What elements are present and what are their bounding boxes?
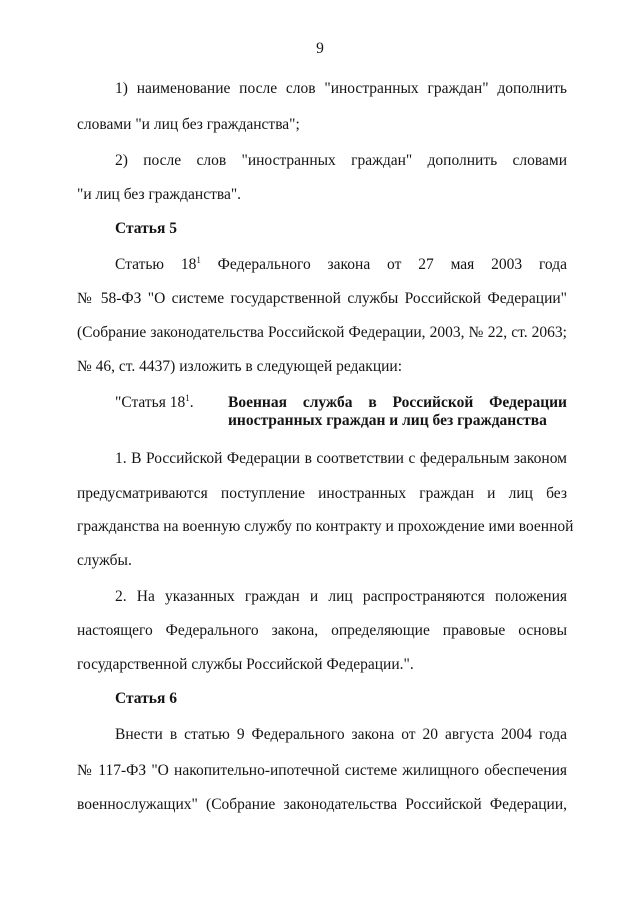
article5-p1-line3: гражданства на военную службу по контракту и прохождение ими военной [77, 518, 574, 535]
page-number: 9 [316, 40, 324, 57]
quoted-label-sup: 1 [185, 393, 190, 403]
quoted-article-label [115, 394, 194, 412]
article5-p1-line1: 1. В Российской Федерации в соответствии с федеральным законом [115, 450, 567, 467]
article5-line2: № 58-ФЗ "О системе государственной службы Российской Федерации" [77, 290, 567, 307]
article5-line1 [115, 256, 567, 274]
article5-p2-line3: государственной службы Российской Федерации.". [77, 656, 414, 673]
article5-line1-sup: 1 [196, 255, 201, 265]
article5-p1-line2: предусматриваются поступление иностранных граждан и лиц без [77, 485, 567, 502]
item2-line1: 2) после слов "иностранных граждан" дополнить словами [115, 152, 567, 169]
article6-heading: Статья 6 [115, 690, 177, 707]
item1-line2: словами "и лиц без гражданства"; [77, 116, 300, 133]
article5-line1-rest: Федерального закона от 27 мая 2003 года [200, 256, 568, 273]
quoted-label-text: "Статья 18 [115, 394, 186, 411]
article5-p2-line1: 2. На указанных граждан и лиц распространяются положения [115, 588, 567, 605]
quoted-label-end: . [189, 394, 194, 411]
article5-line3: (Собрание законодательства Российской Федерации, 2003, № 22, ст. 2063; [77, 324, 567, 341]
item1-line1: 1) наименование после слов "иностранных граждан" дополнить [115, 80, 567, 97]
quoted-article-title-line1: Военная служба в Российской Федерации [228, 394, 567, 411]
item2-line2: "и лиц без гражданства". [77, 186, 242, 203]
article5-heading: Статья 5 [115, 220, 177, 237]
article5-line1-prefix: Статью 18 [115, 256, 197, 273]
article6-line1: Внести в статью 9 Федерального закона от 20 августа 2004 года [115, 726, 567, 743]
article6-line3: военнослужащих" (Собрание законодательства Российской Федерации, [77, 796, 567, 813]
article5-p2-line2: настоящего Федерального закона, определяющие правовые основы [77, 622, 567, 639]
article5-line4: № 46, ст. 4437) изложить в следующей редакции: [77, 358, 403, 375]
article5-p1-line4: службы. [77, 552, 132, 569]
article6-line2: № 117-ФЗ "О накопительно-ипотечной системе жилищного обеспечения [77, 762, 567, 779]
quoted-article-title-line2: иностранных граждан и лиц без гражданства [228, 412, 547, 429]
